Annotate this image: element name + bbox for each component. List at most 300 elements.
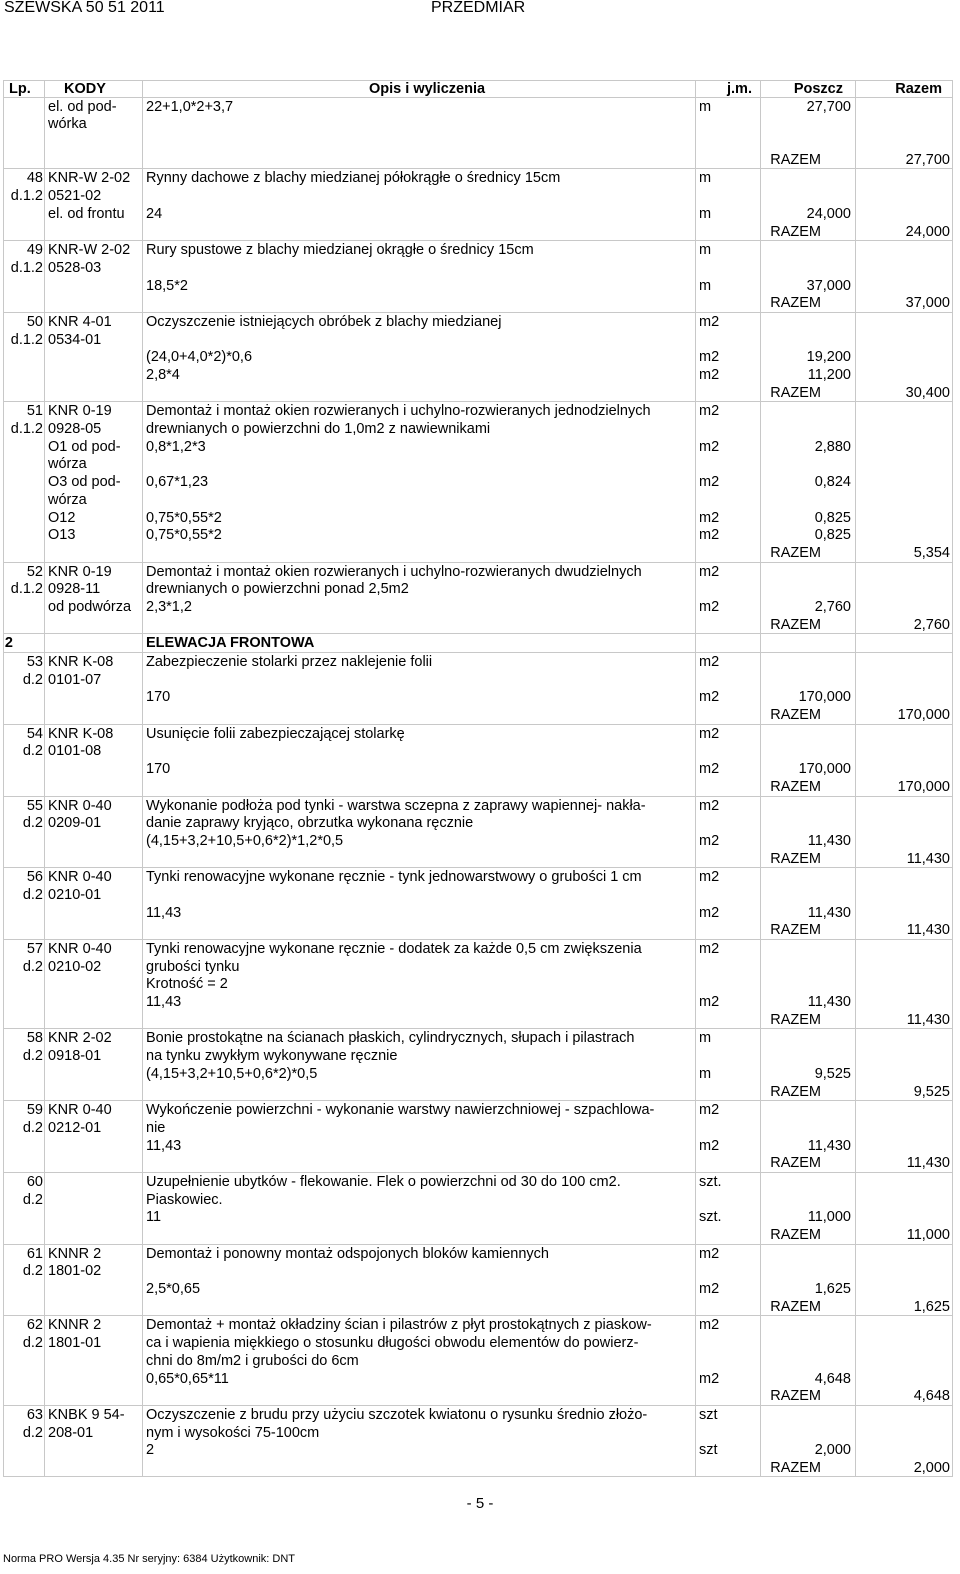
- row-kod: KNR-W 2-02: [48, 242, 131, 259]
- row-lp: 49: [26, 242, 43, 259]
- row-opis: Tynki renowacyjne wykonane ręcznie - tynk jednowarstwowy o grubości 1 cm: [146, 869, 642, 886]
- table-row: [3, 259, 953, 277]
- table-row: [3, 742, 953, 760]
- row-lp: d.1.2: [10, 331, 43, 348]
- row-razem: 2,000: [913, 1459, 950, 1476]
- row-opis: 2,3*1,2: [146, 598, 192, 615]
- table-row: [3, 277, 953, 295]
- row-lp: 57: [26, 941, 43, 957]
- row-unit: m2: [699, 904, 720, 921]
- table-row: [3, 455, 953, 473]
- row-unit: m2: [699, 994, 720, 1011]
- razem-row: [3, 1083, 953, 1101]
- row-unit: szt.: [699, 1173, 722, 1190]
- row-razem: 170,000: [897, 778, 950, 795]
- table-header: [3, 80, 953, 98]
- table-row: [3, 348, 953, 366]
- table-row: [3, 814, 953, 832]
- table-row: [3, 886, 953, 904]
- row-opis: 0,67*1,23: [146, 474, 209, 491]
- row-opis: grubości tynku: [146, 958, 240, 975]
- table-row: [3, 491, 953, 509]
- row-lp: 61: [26, 1245, 43, 1262]
- table-row: [3, 240, 953, 259]
- row-lp: 56: [26, 869, 43, 886]
- row-unit: m: [699, 1030, 712, 1047]
- row-opis: 0,75*0,55*2: [146, 527, 222, 544]
- row-poszcz: RAZEM: [770, 1388, 821, 1405]
- row-lp: 60: [26, 1173, 43, 1190]
- razem-row: [3, 706, 953, 724]
- table-row: [3, 598, 953, 616]
- row-poszcz: RAZEM: [770, 1298, 821, 1315]
- row-unit: m2: [699, 1245, 720, 1262]
- row-poszcz: RAZEM: [770, 1083, 821, 1100]
- row-opis: nie: [146, 1119, 166, 1136]
- row-opis: (4,15+3,2+10,5+0,6*2)*0,5: [146, 1065, 318, 1082]
- row-poszcz: 2,000: [814, 1442, 851, 1459]
- row-kod: wórza: [48, 456, 87, 473]
- row-unit: m2: [699, 563, 720, 580]
- row-poszcz: RAZEM: [770, 544, 821, 561]
- row-poszcz: RAZEM: [770, 295, 821, 312]
- row-razem: 5,354: [913, 544, 950, 561]
- row-opis: Bonie prostokątne na ścianach płaskich, cylindrycznych, słupach i pilastrach: [146, 1030, 635, 1047]
- row-kod: O1 od pod-: [48, 438, 121, 455]
- table-row: [3, 438, 953, 456]
- row-lp: 2: [4, 635, 13, 652]
- row-lp: d.1.2: [10, 581, 43, 598]
- row-lp: d.1.2: [10, 259, 43, 276]
- table-row: [3, 1352, 953, 1370]
- table-row: [3, 975, 953, 993]
- row-kod: KNR 0-40: [48, 869, 112, 886]
- table-row: [3, 1047, 953, 1065]
- row-unit: m2: [699, 1317, 720, 1334]
- table-row: [3, 958, 953, 976]
- row-poszcz: 11,200: [807, 367, 851, 383]
- row-kod: wórka: [48, 116, 87, 133]
- table-row: [3, 796, 953, 815]
- row-kod: KNR K-08: [48, 725, 114, 742]
- row-opis: 2,5*0,65: [146, 1281, 201, 1298]
- row-lp: 54: [26, 725, 43, 742]
- row-kod: KNR 0-40: [48, 797, 112, 814]
- table-row: [3, 652, 953, 671]
- table-row: [3, 1208, 953, 1226]
- table-row: [3, 867, 953, 886]
- row-razem: 170,000: [897, 707, 950, 724]
- row-unit: m2: [699, 941, 720, 957]
- table-row: [3, 939, 953, 958]
- row-unit: m: [699, 277, 712, 294]
- table-row: [3, 671, 953, 689]
- row-opis: 0,8*1,2*3: [146, 438, 206, 455]
- table-row: [3, 98, 953, 116]
- row-unit: m2: [699, 1370, 720, 1387]
- row-opis: na tynku zwykłym wykonywane ręcznie: [146, 1048, 398, 1065]
- row-lp: 63: [26, 1406, 43, 1423]
- table-row: [3, 133, 953, 151]
- row-opis: Rynny dachowe z blachy miedzianej półokrągłe o średnicy 15cm: [146, 170, 561, 187]
- row-unit: m2: [699, 313, 720, 330]
- row-unit: m2: [699, 598, 720, 615]
- row-razem: 24,000: [905, 223, 950, 240]
- row-poszcz: RAZEM: [770, 151, 821, 168]
- razem-row: [3, 1226, 953, 1244]
- table-row: [3, 1280, 953, 1298]
- row-poszcz: 0,824: [814, 474, 851, 491]
- table-row: [3, 187, 953, 205]
- row-opis: 0,75*0,55*2: [146, 509, 222, 526]
- row-kod: 0528-03: [48, 259, 102, 276]
- row-poszcz: 11,430: [807, 904, 851, 921]
- table-row: [3, 1424, 953, 1442]
- row-poszcz: 11,000: [807, 1209, 851, 1226]
- row-opis: 0,65*0,65*11: [146, 1370, 229, 1387]
- razem-row: [3, 1154, 953, 1172]
- row-razem: 37,000: [905, 295, 950, 312]
- row-opis: Wykonanie podłoża pod tynki - warstwa sczepna z zaprawy wapiennej- nakła-: [146, 797, 646, 814]
- row-razem: 27,700: [905, 151, 950, 168]
- row-unit: m2: [699, 1137, 720, 1154]
- row-lp: 52: [26, 563, 43, 580]
- table-row: [3, 724, 953, 743]
- row-poszcz: 9,525: [814, 1065, 851, 1082]
- table-row: [3, 1315, 953, 1334]
- row-lp: 58: [26, 1030, 43, 1047]
- row-opis: 170: [146, 689, 171, 706]
- row-poszcz: RAZEM: [770, 1011, 821, 1028]
- table-row: [3, 904, 953, 922]
- row-lp: d.1.2: [10, 188, 43, 205]
- row-lp: d.1.2: [10, 421, 43, 438]
- row-opis: Oczyszczenie z brudu przy użyciu szczotek kwiatonu o rysunku średnio złożo-: [146, 1406, 648, 1423]
- table-row: [3, 509, 953, 527]
- row-unit: m2: [699, 761, 720, 778]
- table-row: [3, 1441, 953, 1459]
- col-razem: Razem: [895, 81, 942, 97]
- razem-row: [3, 1011, 953, 1029]
- row-opis: Demontaż i montaż okien rozwieranych i uchylno-rozwieranych jednodzielnych: [146, 403, 651, 420]
- page-number: - 5 -: [466, 1495, 494, 1512]
- row-unit: szt: [699, 1406, 718, 1423]
- row-unit: m2: [699, 689, 720, 706]
- table-row: [3, 1370, 953, 1388]
- row-opis: Demontaż i montaż okien rozwieranych i uchylno-rozwieranych dwudzielnych: [146, 563, 642, 580]
- row-poszcz: 19,200: [806, 349, 851, 366]
- row-poszcz: 24,000: [806, 205, 851, 222]
- row-kod: 0918-01: [48, 1048, 102, 1065]
- row-kod: 0928-05: [48, 421, 102, 438]
- table-row: [3, 993, 953, 1011]
- row-razem: 9,525: [913, 1083, 950, 1100]
- row-opis: Rury spustowe z blachy miedzianej okrągłe o średnicy 15cm: [146, 242, 534, 259]
- row-opis: chni do 8m/m2 i grubości do 6cm: [146, 1352, 359, 1369]
- table-row: [3, 1065, 953, 1083]
- row-unit: m2: [699, 527, 720, 544]
- table-row: [3, 760, 953, 778]
- row-poszcz: RAZEM: [770, 778, 821, 795]
- row-kod: KNR 0-19: [48, 563, 112, 580]
- row-unit: m2: [699, 797, 720, 814]
- row-kod: 208-01: [48, 1424, 94, 1441]
- section-row: [3, 633, 953, 652]
- row-unit: m2: [699, 349, 720, 366]
- row-poszcz: 4,648: [814, 1370, 851, 1387]
- row-kod: 0521-02: [48, 188, 102, 205]
- row-razem: 11,430: [906, 850, 950, 867]
- razem-row: [3, 223, 953, 241]
- row-opis: Uzupełnienie ubytków - flekowanie. Flek o powierzchni od 30 do 100 cm2.: [146, 1173, 621, 1190]
- col-jm: j.m.: [727, 81, 752, 97]
- row-unit: m2: [699, 1102, 720, 1119]
- header-left: SZEWSKA 50 51 2011: [4, 0, 165, 16]
- row-razem: 11,430: [906, 1011, 950, 1028]
- header-title: PRZEDMIAR: [431, 0, 526, 16]
- row-opis: Demontaż i ponowny montaż odspojonych bloków kamiennych: [146, 1245, 549, 1262]
- row-lp: 53: [26, 654, 43, 670]
- row-kod: O12: [48, 509, 76, 526]
- row-lp: d.2: [22, 1119, 43, 1136]
- col-opis: Opis i wyliczenia: [369, 81, 486, 97]
- row-razem: 30,400: [905, 384, 950, 401]
- row-opis: 18,5*2: [146, 277, 188, 294]
- row-kod: KNR 4-01: [48, 313, 112, 330]
- row-kod: KNR K-08: [48, 654, 114, 670]
- row-kod: KNR 2-02: [48, 1030, 112, 1047]
- row-kod: KNR 0-19: [48, 403, 112, 420]
- row-kod: 0209-01: [48, 815, 102, 832]
- row-poszcz: RAZEM: [770, 616, 821, 633]
- row-lp: d.2: [22, 1048, 43, 1065]
- row-unit: m: [699, 242, 712, 259]
- row-opis: drewnianych o powierzchni do 1,0m2 z nawiewnikami: [146, 421, 491, 438]
- row-poszcz: 11,430: [807, 832, 851, 849]
- row-kod: od podwórza: [48, 598, 132, 615]
- table-row: [3, 562, 953, 581]
- row-kod: KNNR 2: [48, 1245, 102, 1262]
- row-lp: d.2: [22, 1335, 43, 1352]
- row-opis: drewnianych o powierzchni ponad 2,5m2: [146, 581, 409, 598]
- row-kod: KNBK 9 54-: [48, 1406, 125, 1423]
- row-opis: Demontaż + montaż okładziny ścian i pilastrów z płyt prostokątnych z piaskow-: [146, 1317, 652, 1334]
- row-kod: KNR 0-40: [48, 941, 112, 957]
- row-poszcz: RAZEM: [770, 384, 821, 401]
- row-kod: 0928-11: [48, 581, 101, 598]
- row-poszcz: RAZEM: [770, 850, 821, 867]
- row-opis: 170: [146, 761, 171, 778]
- row-poszcz: 11,430: [807, 1137, 851, 1154]
- row-opis: Piaskowiec.: [146, 1191, 223, 1208]
- row-unit: m2: [699, 832, 720, 849]
- row-unit: szt.: [699, 1209, 722, 1226]
- table-row: [3, 1262, 953, 1280]
- row-lp: d.2: [22, 886, 43, 903]
- row-unit: m2: [699, 367, 720, 383]
- row-razem: 2,760: [913, 616, 950, 633]
- row-poszcz: 170,000: [798, 761, 851, 778]
- table-row: [3, 401, 953, 420]
- row-opis: Zabezpieczenie stolarki przez naklejenie folii: [146, 654, 433, 670]
- row-kod: 0534-01: [48, 331, 102, 348]
- row-poszcz: 2,760: [814, 598, 851, 615]
- razem-row: [3, 1298, 953, 1316]
- row-unit: m2: [699, 654, 720, 670]
- row-lp: d.2: [22, 1263, 43, 1280]
- row-unit: m2: [699, 725, 720, 742]
- row-kod: el. od pod-: [48, 98, 117, 115]
- row-unit: m2: [699, 438, 720, 455]
- row-kod: el. od frontu: [48, 205, 125, 222]
- razem-row: [3, 294, 953, 312]
- table-row: [3, 688, 953, 706]
- row-opis: Wykończenie powierzchni - wykonanie warstwy nawierzchniowej - szpachlowa-: [146, 1102, 655, 1119]
- row-opis: ca i wapienia miękkiego o stosunku długości obwodu elementów do powierz-: [146, 1335, 639, 1352]
- row-unit: m2: [699, 509, 720, 526]
- row-unit: m2: [699, 869, 720, 886]
- cost-table: [3, 80, 953, 1477]
- row-kod: 0210-02: [48, 958, 102, 975]
- row-kod: O13: [48, 527, 76, 544]
- row-kod: 1801-02: [48, 1263, 102, 1280]
- row-kod: O3 od pod-: [48, 474, 121, 491]
- table-row: [3, 115, 953, 133]
- row-opis: nym i wysokości 75-100cm: [146, 1424, 320, 1441]
- row-razem: 4,648: [913, 1388, 950, 1405]
- row-unit: m: [699, 205, 712, 222]
- row-opis: 11,43: [146, 904, 182, 921]
- row-razem: 1,625: [913, 1298, 950, 1315]
- table-row: [3, 312, 953, 331]
- col-lp: Lp.: [9, 81, 31, 97]
- razem-row: [3, 544, 953, 562]
- row-lp: 48: [26, 170, 43, 187]
- table-row: [3, 1244, 953, 1263]
- footer-text: Norma PRO Wersja 4.35 Nr seryjny: 6384 Użytkownik: DNT: [3, 1553, 295, 1565]
- table-row: [3, 205, 953, 223]
- row-kod: KNR 0-40: [48, 1102, 112, 1119]
- row-unit: m2: [699, 474, 720, 491]
- razem-row: [3, 921, 953, 939]
- table-row: [3, 1137, 953, 1155]
- row-lp: 51: [26, 403, 43, 420]
- razem-row: [3, 850, 953, 868]
- table-row: [3, 1028, 953, 1047]
- table-row: [3, 1191, 953, 1209]
- row-kod: 0212-01: [48, 1119, 102, 1136]
- col-kody: KODY: [64, 81, 106, 97]
- row-razem: 11,000: [906, 1227, 950, 1243]
- razem-row: [3, 151, 953, 169]
- row-poszcz: RAZEM: [770, 1155, 821, 1172]
- row-opis: (24,0+4,0*2)*0,6: [146, 349, 253, 366]
- col-poszcz: Poszcz: [793, 81, 843, 97]
- row-opis: danie zaprawy kryjąco, obrzutka wykonana ręcznie: [146, 815, 474, 832]
- row-lp: d.2: [22, 671, 43, 688]
- row-kod: 0101-08: [48, 743, 102, 760]
- row-opis: 24: [146, 205, 163, 222]
- table-row: [3, 580, 953, 598]
- row-poszcz: RAZEM: [770, 707, 821, 724]
- table-row: [3, 526, 953, 544]
- table-row: [3, 420, 953, 438]
- row-lp: 55: [26, 797, 43, 814]
- table-row: [3, 168, 953, 187]
- row-lp: d.2: [22, 1424, 43, 1441]
- table-row: [3, 1172, 953, 1191]
- row-opis: 11,43: [146, 1137, 182, 1154]
- table-row: [3, 366, 953, 384]
- row-unit: szt: [699, 1442, 718, 1459]
- row-unit: m2: [699, 1281, 720, 1298]
- razem-row: [3, 1459, 953, 1477]
- row-unit: m: [699, 170, 712, 187]
- row-poszcz: 0,825: [814, 527, 851, 544]
- row-lp: 62: [26, 1317, 43, 1334]
- row-opis: 2: [146, 1442, 155, 1459]
- row-kod: 0210-01: [48, 886, 102, 903]
- row-lp: d.2: [22, 743, 43, 760]
- row-opis: Tynki renowacyjne wykonane ręcznie - dodatek za każde 0,5 cm zwiększenia: [146, 941, 642, 957]
- row-poszcz: 37,000: [806, 277, 851, 294]
- row-kod: KNR-W 2-02: [48, 170, 131, 187]
- row-unit: m: [699, 1065, 712, 1082]
- row-poszcz: 1,625: [814, 1281, 851, 1298]
- row-poszcz: 2,880: [814, 438, 851, 455]
- row-poszcz: 170,000: [798, 689, 851, 706]
- razem-row: [3, 616, 953, 634]
- row-poszcz: 27,700: [806, 98, 851, 115]
- row-opis: 11,43: [146, 994, 182, 1011]
- row-poszcz: RAZEM: [770, 1227, 821, 1243]
- row-razem: 11,430: [906, 1155, 950, 1172]
- row-opis: ELEWACJA FRONTOWA: [146, 635, 315, 652]
- razem-row: [3, 384, 953, 402]
- row-kod: wórza: [48, 491, 87, 508]
- row-lp: d.2: [22, 958, 43, 975]
- table-row: [3, 1119, 953, 1137]
- row-opis: Oczyszczenie istniejących obróbek z blachy miedzianej: [146, 313, 502, 330]
- row-lp: d.2: [22, 1191, 43, 1208]
- row-poszcz: 0,825: [814, 509, 851, 526]
- table-row: [3, 1405, 953, 1424]
- row-poszcz: 11,430: [807, 994, 851, 1011]
- row-lp: d.2: [22, 815, 43, 832]
- table-row: [3, 832, 953, 850]
- razem-row: [3, 1387, 953, 1405]
- row-kod: KNNR 2: [48, 1317, 102, 1334]
- row-lp: 50: [26, 313, 43, 330]
- row-opis: 22+1,0*2+3,7: [146, 98, 234, 115]
- row-poszcz: RAZEM: [770, 223, 821, 240]
- row-lp: 59: [26, 1102, 43, 1119]
- row-kod: 0101-07: [48, 671, 102, 688]
- razem-row: [3, 778, 953, 796]
- row-razem: 11,430: [906, 922, 950, 939]
- row-opis: Usunięcie folii zabezpieczającej stolarkę: [146, 725, 405, 742]
- row-kod: 1801-01: [48, 1335, 102, 1352]
- row-opis: Krotność = 2: [146, 976, 228, 993]
- table-row: [3, 1334, 953, 1352]
- table-row: [3, 1100, 953, 1119]
- row-opis: 2,8*4: [146, 367, 180, 383]
- table-row: [3, 473, 953, 491]
- row-opis: (4,15+3,2+10,5+0,6*2)*1,2*0,5: [146, 832, 344, 849]
- row-opis: 11: [146, 1209, 162, 1226]
- row-poszcz: RAZEM: [770, 1459, 821, 1476]
- row-poszcz: RAZEM: [770, 922, 821, 939]
